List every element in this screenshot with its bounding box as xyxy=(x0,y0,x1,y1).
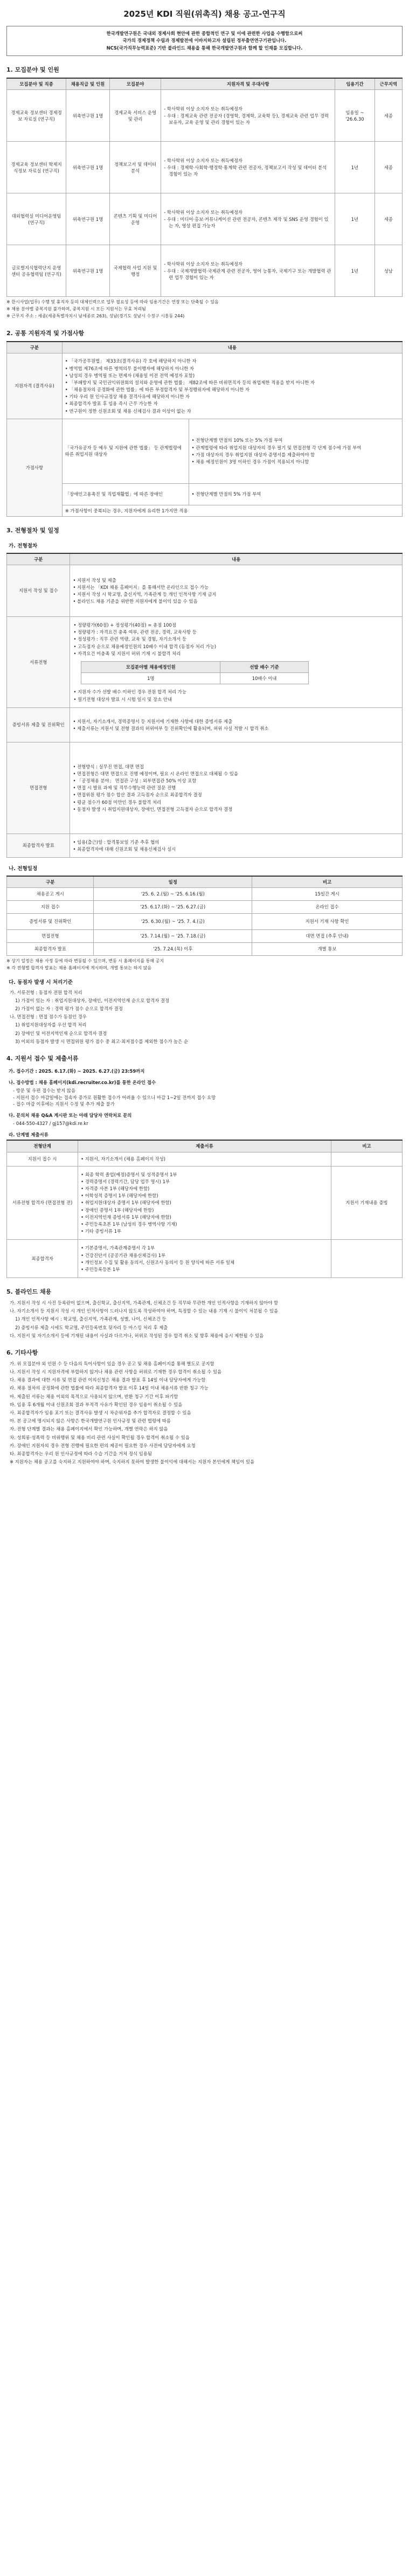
schedule-stage: 지원 접수 xyxy=(7,900,94,913)
list-item: • 지원자 수가 선발 배수 이하인 경우 전원 합격 처리 가능 xyxy=(73,689,399,695)
stage-cell: 서류전형 합격자 (면접전형 전) xyxy=(7,1166,78,1240)
list xyxy=(13,1087,403,1107)
table-row xyxy=(7,900,403,913)
list-item: • 이전지역인재 증빙서류 1부 (해당자에 한함) xyxy=(81,1214,328,1220)
list-item: • 건강진단서 (공공기관 채용신체검사) 1부 xyxy=(81,1252,328,1259)
note-text: ※ 상기 일정은 채용 사정 등에 따라 변동될 수 있으며, 변동 시 홈페이지를 통해 공지 xyxy=(6,958,164,963)
list-item: • 제출서류는 지원서 및 전형 결과의 허위여부 등 진위확인에 활용되며, 허위 사실 적발 시 합격 취소 xyxy=(73,725,399,732)
section-heading: 5. 블라인드 채용 xyxy=(6,1288,52,1296)
list-item: • 자격증 사본 1부 (해당자에 한함) xyxy=(81,1185,328,1192)
region-cell: 세종 xyxy=(375,142,402,193)
ratio-cell: 1명 xyxy=(81,673,220,684)
schedule-stage: 최종합격자 발표 xyxy=(7,942,94,955)
intro-line: 국가의 경제정책 수립과 경제발전에 이바지하고자 설립된 정부출연연구기관입니다. xyxy=(122,38,287,44)
rule-text: 가. 위 모집분야 외 인원 수 등 다음의 특이사항이 있을 경우 공고 및 채용 홈페이지를 통해 별도로 공지함 xyxy=(10,1360,214,1366)
list-item: • 최종 학력 졸업(예정)증명서 및 성적증명서 1부 xyxy=(81,1171,328,1178)
table-row xyxy=(7,483,403,505)
list-item: • 면접위원 평가 점수 합산 결과 고득점자 순으로 최종합격자 결정 xyxy=(73,791,399,798)
table-row xyxy=(7,887,403,900)
list-item: • 기본증명서, 가족관계증명서 각 1부 xyxy=(81,1245,328,1251)
list-item: • 전형단계별 만점의 10% 또는 5% 가점 부여 xyxy=(192,437,399,443)
list-item: • 「채용절차의 공정화에 관한 법률」에 따른 부정합격자 및 부정행위자에 해당하지 아니한 자 xyxy=(65,386,399,393)
grade-cell: 위촉연구원 1명 xyxy=(66,90,110,142)
row-label: 증빙서류 제출 및 진위확인 xyxy=(7,707,70,742)
list-item: • 기타 우리 원 인사규정상 채용 결격사유에 해당하지 아니한 자 xyxy=(65,393,399,400)
content-cell xyxy=(70,742,403,834)
schedule-note: 대면 면접 (추후 안내) xyxy=(252,929,403,942)
area-cell: 국제협력 사업 지원 및 행정 xyxy=(109,245,161,297)
schedule-date: '25. 6.17.(화) ~ '25. 6.27.(금) xyxy=(94,900,252,913)
field-cell: 대외협력실 미디어운영팀 (연구직) xyxy=(7,193,66,245)
page-title: 2025년 KDI 직원(위촉직) 채용 공고-연구직 xyxy=(123,9,286,19)
field-cell: 경제교육 정보센터 경제정보 자료실 (연구직) xyxy=(7,90,66,142)
schedule-date: '25. 6.30.(월) ~ '25. 7. 4.(금) xyxy=(94,913,252,929)
content-cell xyxy=(62,353,402,419)
field-cell: 글로벌지식협력단지 운영센터 공유협력팀 (연구직) xyxy=(7,245,66,297)
column-header: 내용 xyxy=(70,553,403,565)
subsection-heading: 다. 문의처 채용 Q&A 게시판 또는 아래 담당자 연락처로 문의 xyxy=(9,1112,132,1118)
list-item: • 블라인드 채용 기준을 위반한 지원자에게 불이익 있을 수 있음 xyxy=(73,598,399,605)
subsection-heading: 나. 접수방법 : 채용 홈페이지(kdi.recruiter.co.kr)를 통한 온라인 접수 xyxy=(9,1080,156,1086)
documents-table xyxy=(6,1140,403,1278)
rule-text: 나. 면접전형 : 면접 점수가 동점인 경우 xyxy=(10,1014,87,1020)
rule-text: ※ 지원자는 채용 공고를 숙지하고 지원하여야 하며, 숙지하지 못하여 발생한 불이익에 대해서는 지원자 본인에게 책임이 있음 xyxy=(10,1459,255,1465)
column-header: 모집분야 및 직종 xyxy=(7,78,66,90)
docs-cell xyxy=(78,1152,331,1166)
section-heading: 3. 전형절차 및 일정 xyxy=(6,527,59,534)
column-header: 구분 xyxy=(7,876,94,888)
schedule-note: 지원서 기재 사항 확인 xyxy=(252,913,403,929)
table-row xyxy=(7,142,403,193)
list-item: • 고득점자 순으로 채용예정인원의 10배수 이내 합격 (동점자 처리 가능) xyxy=(73,643,399,650)
table-row xyxy=(7,245,403,297)
row-label: 지원자격 (결격사유) xyxy=(7,353,63,419)
table-row xyxy=(7,419,403,483)
period-cell: 1년 xyxy=(335,193,375,245)
table-row xyxy=(7,193,403,245)
column-header: 모집분야별 채용예정인원 xyxy=(81,661,220,672)
area-cell: 정책보고서 및 데이터 분석 xyxy=(109,142,161,193)
quals-cell xyxy=(161,245,335,297)
list-item: - 학사학위 이상 소지자 또는 취득예정자 xyxy=(164,157,332,164)
column-header: 지원자격 및 우대사항 xyxy=(161,78,335,90)
list-item: - 우대 : 경제학·사회학·행정학·통계학 관련 전공자, 정책보고서 작성 및 데이터 분석 경험이 있는 자 xyxy=(164,164,332,177)
schedule-note: 온라인 접수 xyxy=(252,900,403,913)
list-item: • 채용 예정인원이 3명 이하인 경우 가점이 적용되지 아니함 xyxy=(192,459,399,465)
list-item: • 지원서는 「KDI 채용 홈페이지」를 통해서만 온라인으로 접수 가능 xyxy=(73,584,399,591)
docs-cell xyxy=(78,1240,331,1278)
table-row xyxy=(7,353,403,419)
rule-text: 라. 채용 절차의 공정화에 관한 법률에 따라 최종합격자 발표 이후 14일 이내 채용서류 반환 청구 가능 xyxy=(10,1385,209,1391)
table-row xyxy=(7,1240,403,1278)
subsection-heading: 나. 전형일정 xyxy=(9,865,38,872)
row-label: 지원서 작성 및 접수 xyxy=(7,565,70,617)
subsection-heading: 다. 동점자 발생 시 처리기준 xyxy=(9,979,73,985)
row-label: 면접전형 xyxy=(7,742,70,834)
column-header: 일정 xyxy=(94,876,252,888)
intro-line: 한국개발연구원은 국내외 경제사회 현안에 관한 종합적인 연구 및 이에 관련한 사업을 수행함으로써 xyxy=(106,30,303,36)
stage-cell: 지원서 접수 시 xyxy=(7,1152,78,1166)
region-cell: 성남 xyxy=(375,245,402,297)
quals-cell xyxy=(161,90,335,142)
docs-cell xyxy=(78,1166,331,1240)
table-row xyxy=(7,90,403,142)
list-item: • 경력증명서 (경력기간, 담당 업무 명시) 1부 xyxy=(81,1178,328,1185)
column-header: 구분 xyxy=(7,553,70,565)
misc-block xyxy=(6,1360,403,1465)
rule-text: 나. 자기소개서 등 지원서 작성 시 개인 인적사항이 드러나지 않도록 작성하여야 하며, 특정할 수 있는 내용 기재 시 불이익 처분될 수 있음 xyxy=(10,1308,279,1314)
column-header: 구분 xyxy=(7,342,63,353)
list-item: - 방문 및 우편 접수는 받지 않음 xyxy=(13,1087,403,1094)
ratio-cell: 10배수 이내 xyxy=(220,673,309,684)
schedule-date: '25. 7.14.(월) ~ '25. 7.18.(금) xyxy=(94,929,252,942)
list-item: • 취업지원대상자 증명서 1부 (해당자에 한함) xyxy=(81,1199,328,1206)
rule-text: 아. 본 공고에 명시되지 않은 사항은 한국개발연구원 인사규정 및 관련 법령에 따름 xyxy=(10,1418,171,1424)
rule-text: 나. 지원서 작성 시 지원자격에 부합하지 않거나 채용 관련 사항을 허위로 기재한 경우 합격이 취소될 수 있음 xyxy=(10,1369,222,1375)
rule-text: 2) 가점이 없는 자 : 경력 평가 점수 순으로 합격자 결정 xyxy=(15,1006,123,1012)
column-header: 전형단계 xyxy=(7,1140,78,1152)
content-cell xyxy=(70,617,403,708)
period-cell: 1년 xyxy=(335,245,375,297)
list-item: • 임용(출근)일 : 합격통보일 기준 추후 협의 xyxy=(73,839,399,845)
note-cell xyxy=(331,1240,402,1278)
schedule-date: '25. 7.24.(목) 이후 xyxy=(94,942,252,955)
section-heading: 1. 모집분야 및 인원 xyxy=(6,66,59,74)
table-row xyxy=(7,1166,403,1240)
list-item: • 관계법령에 따라 취업지원 대상자의 경우 필기 및 면접전형 각 단계 점수에 가점 부여 xyxy=(192,445,399,451)
content-cell xyxy=(70,834,403,857)
grade-cell: 위촉연구원 1명 xyxy=(66,193,110,245)
quals-cell xyxy=(161,142,335,193)
note-cell xyxy=(331,1152,402,1166)
area-cell: 경제교육 서비스 운영 및 관리 xyxy=(109,90,161,142)
period-cell: 임용일 ~ '26.6.30 xyxy=(335,90,375,142)
grade-cell: 위촉연구원 1명 xyxy=(66,245,110,297)
column-header: 선발 배수 기준 xyxy=(220,661,309,672)
column-header: 채용직급 및 인원 xyxy=(66,78,110,90)
table-row xyxy=(7,707,403,742)
list-item: - 학사학위 이상 소지자 또는 취득예정자 xyxy=(164,209,332,216)
list-item: - 학사학위 이상 소지자 또는 취득예정자 xyxy=(164,106,332,112)
table-row xyxy=(7,565,403,617)
content-cell xyxy=(70,707,403,742)
list-item: • 동점자 발생 시 취업지원대상자, 장애인, 면접전형 고득점자 순으로 합격자 결정 xyxy=(73,806,399,813)
sub-label: 「장애인고용촉진 및 직업재활법」에 따른 장애인 xyxy=(62,483,189,505)
table-row xyxy=(7,929,403,942)
list-item: • 자격요건 미충족 및 지원서 허위 기재 시 불합격 처리 xyxy=(73,650,399,657)
table-row xyxy=(7,617,403,708)
schedule-table xyxy=(6,876,403,956)
list-item: - 우대 : 미디어·홍보·커뮤니케이션 관련 전공자, 콘텐츠 제작 및 SNS 운영 경험이 있는 자, 영상 편집 가능자 xyxy=(164,216,332,229)
list-item: • 필기전형 대상자 발표 시 시험 일시 및 장소 안내 xyxy=(73,696,399,703)
stage-cell: 최종합격자 xyxy=(7,1240,78,1278)
list-item: • 주민등록등본 1부 xyxy=(81,1266,328,1273)
schedule-stage: 면접전형 xyxy=(7,929,94,942)
rule-text: 타. 최종합격자는 우리 원 인사규정에 따라 수습 기간을 거쳐 정식 임용됨 xyxy=(10,1450,152,1456)
list-item: • 개인정보 수집 및 활용 동의서, 신원조사 동의서 등 원 양식에 따른 서류 일체 xyxy=(81,1259,328,1266)
list-item: - 우대 : 경제교육 관련 전공자 (경영학, 경제학, 교육학 등), 경제교육 관련 업무 경력 보유자, 교육 운영 및 관리 경험이 있는 자 xyxy=(164,113,332,126)
list-item: • 전형단계별 만점의 5% 가점 부여 xyxy=(192,491,399,497)
table-row xyxy=(7,1152,403,1166)
list-item: • 가점 대상자의 경우 취업지원 대상자 증명서를 제출하여야 함 xyxy=(192,452,399,458)
column-header: 내용 xyxy=(62,342,402,353)
list-item: • 남성의 경우 병역필 또는 면제자 (채용일 이전 전역 예정자 포함) xyxy=(65,372,399,379)
rule-text: 마. 제출된 서류는 채용 이외의 목적으로 사용되지 않으며, 반환 청구 기간 이후 파기함 xyxy=(10,1393,178,1399)
blind-recruitment-block xyxy=(6,1300,403,1339)
section-heading: 4. 지원서 접수 및 제출서류 xyxy=(6,1055,79,1063)
rule-text: 2) 증빙서류 제출 시에도 학교명, 주민등록번호 뒷자리 등 마스킹 처리 후 제출 xyxy=(15,1324,168,1330)
content-cell xyxy=(189,483,402,505)
process-table xyxy=(6,553,403,858)
rule-text: 2) 장애인 및 이전지역인재 순으로 합격자 결정 xyxy=(15,1030,107,1036)
column-header: 근무지역 xyxy=(375,78,402,90)
notes-block xyxy=(6,299,403,320)
list-item: • 평균 점수가 60점 미만인 경우 불합격 처리 xyxy=(73,799,399,806)
grade-cell: 위촉연구원 1명 xyxy=(66,142,110,193)
note-text: ※ 채용 분야별 중복지원 불가하며, 중복지원 시 모든 지원서는 무효 처리됨 xyxy=(6,307,146,312)
subsection-heading: 가. 접수기간 : 2025. 6.17.(화) ~ 2025. 6.27.(금) 23:59까지 xyxy=(9,1068,145,1074)
list-item: - 우대 : 국제개발협력·국제관계 관련 전공자, 영어 능통자, 국제기구 또는 개발협력 관련 업무 경험이 있는 자 xyxy=(164,268,332,281)
table-row xyxy=(7,913,403,929)
rule-text: 1) 가점이 있는 자 : 취업지원대상자, 장애인, 이전지역인재 순으로 합격자 결정 xyxy=(15,997,170,1003)
list-item: - 지원서 접수 마감일에는 접속자 증가로 원활한 접수가 어려울 수 있으니 마감 1~2일 전까지 접수 요망 xyxy=(13,1094,403,1101)
list-item: • 최종합격자에 대해 신원조회 및 채용신체검사 실시 xyxy=(73,846,399,852)
rule-text: 사. 최종합격자가 임용 포기 또는 결격사유 발생 시 차순위자를 추가 합격자로 결정할 수 있음 xyxy=(10,1410,191,1416)
rule-text: 다. 채용 결과에 대한 서류 및 면접 관련 이의신청은 채용 결과 발표 후 14일 이내 담당자에게 가능함 xyxy=(10,1377,206,1383)
field-cell: 경제교육 정보센터 학제지식정보 자료실 (연구직) xyxy=(7,142,66,193)
list-item: • 지원서 작성 시 학교명, 출신지역, 가족관계 등 개인 인적사항 기재 금지 xyxy=(73,591,399,598)
list-item: • 기타 증빙서류 1부 xyxy=(81,1228,328,1234)
list-item: • 정성평가 : 직무 관련 역량, 교육 및 경험, 자기소개서 등 xyxy=(73,636,399,642)
content-cell xyxy=(189,419,402,483)
note-text: ※ 각 전형별 합격자 발표는 채용 홈페이지에 게시하며, 개별 통보는 하지 않음 xyxy=(6,965,152,970)
row-label: 가점사항 xyxy=(7,419,63,516)
rule-text: 다. 지원서 및 자기소개서 등에 기재된 내용이 사실과 다르거나, 허위로 작성된 경우 합격 취소 및 향후 채용에 응시 제한될 수 있음 xyxy=(10,1332,264,1338)
table-row xyxy=(7,742,403,834)
schedule-date: '25. 6. 2.(월) ~ '25. 6.16.(월) xyxy=(94,887,252,900)
row-label: 서류전형 xyxy=(7,617,70,708)
region-cell: 세종 xyxy=(375,90,402,142)
note-text: ※ 한시사업(업무) 수행 및 휴직자 등의 대체인력으로 업무 필요성 등에 따라 임용기간은 연장 또는 단축될 수 있음 xyxy=(6,300,219,305)
list-item: • 주민등록초본 1부 (남성의 경우 병역사항 기재) xyxy=(81,1221,328,1227)
quals-cell xyxy=(161,193,335,245)
column-header: 비고 xyxy=(331,1140,402,1152)
note-cell: 지원서 기재내용 증빙 xyxy=(331,1166,402,1240)
column-header: 임용기간 xyxy=(335,78,375,90)
content-cell xyxy=(70,565,403,617)
column-header: 모집분야 xyxy=(109,78,161,90)
subsection-heading: 라. 단계별 제출서류 xyxy=(9,1132,48,1138)
row-label: 최종합격자 발표 xyxy=(7,834,70,857)
list-item: - 학사학위 이상 소지자 또는 취득예정자 xyxy=(164,261,332,267)
column-header: 제출서류 xyxy=(78,1140,331,1152)
intro-line: NCS(국가직무능력표준) 기반 블라인드 채용을 통해 한국개발연구원과 함께 할 인재를 모집합니다. xyxy=(106,45,303,51)
subsection-heading: 가. 전형절차 xyxy=(9,543,38,549)
list-item: • 면접전형은 대면 면접으로 진행 예정이며, 필요 시 온라인 면접으로 대체될 수 있음 xyxy=(73,770,399,777)
intro-box xyxy=(6,26,403,56)
footnote-cell: ※ 가점사항이 중복되는 경우, 지원자에게 유리한 1가지만 적용 xyxy=(62,505,402,516)
tie-rules xyxy=(6,989,403,1045)
column-header: 비고 xyxy=(252,876,403,888)
section-heading: 6. 기타사항 xyxy=(6,1349,38,1356)
list-item: • 어학성적 증명서 1부 (해당자에 한함) xyxy=(81,1192,328,1199)
list-item: • 지원서, 자기소개서 (채용 홈페이지 작성) xyxy=(81,1156,328,1162)
list-item: • 지원서, 자기소개서, 경력증명서 등 지원서에 기재한 사항에 대한 증빙서류 제출 xyxy=(73,718,399,725)
period-cell: 1년 xyxy=(335,142,375,193)
rule-text: 차. 성희롱·성폭력 등 비위행위 및 채용 비리 관련 사실이 확인될 경우 합격이 취소될 수 있음 xyxy=(10,1434,190,1440)
sub-label: 「국가유공자 등 예우 및 지원에 관한 법률」 등 관계법령에 따른 취업지원 대상자 xyxy=(62,419,189,483)
table-row xyxy=(7,834,403,857)
contact-info: - 044-550-4327 / gj157@kdi.re.kr xyxy=(13,1120,403,1127)
schedule-note: 개별 통보 xyxy=(252,942,403,955)
rule-text: 카. 장애인 지원자의 경우 전형 진행에 필요한 편의 제공이 필요한 경우 사전에 담당자에게 요청 xyxy=(10,1442,196,1448)
table-row xyxy=(7,505,403,516)
list-item: • 최종합격자 발표 후 임용 즉시 근무 가능한 자 xyxy=(65,400,399,407)
recruitment-table xyxy=(6,78,403,297)
note-text: ※ 근무지 주소 : 세종(세종특별자치시 남세종로 263), 성남(경기도 성남시 수정구 시흥동 244) xyxy=(6,314,185,319)
rule-text: 가. 지원서 작성 시 사진 등록란이 없으며, 출신학교, 출신지역, 가족관계, 신체조건 등 직무와 무관한 개인 인적사항을 기재하지 않아야 함 xyxy=(10,1300,279,1306)
list-item: • 「국가공무원법」 제33조(결격사유) 각 호에 해당하지 아니한 자 xyxy=(65,358,399,364)
schedule-note: 15일간 게시 xyxy=(252,887,403,900)
rule-text: 3) 이외의 동점자 발생 시 면접위원 평가 점수 중 최고·최저점수를 제외한 점수가 높은 순 xyxy=(15,1038,188,1044)
list-item: - 접수 마감 이후에는 지원서 수정 및 추가 제출 불가 xyxy=(13,1101,403,1107)
notes-block xyxy=(6,958,403,971)
rule-text: 1) 개인 인적사항 예시 : 학교명, 출신지역, 가족관계, 성별, 나이, 신체조건 등 xyxy=(15,1316,167,1322)
list-item: • 병역법 제76조에 따른 병역의무 불이행자에 해당하지 아니한 자 xyxy=(65,365,399,372)
qualification-table xyxy=(6,341,403,517)
list xyxy=(13,1120,403,1127)
area-cell: 콘텐츠 기획 및 미디어 운영 xyxy=(109,193,161,245)
list-item: • 정량평가(60점) + 정성평가(40점) = 총점 100점 xyxy=(73,622,399,628)
list-item: • 「부패방지 및 국민권익위원회의 설치와 운영에 관한 법률」 제82조에 따른 비위면직자 등의 취업제한 적용을 받지 아니한 자 xyxy=(65,379,399,386)
list-item: • 면접 시 발표 과제 및 직무수행능력 관련 질문 진행 xyxy=(73,784,399,791)
list-item: • 「공정채용 분야」 면접관 구성 : 외부면접관 50% 이상 포함 xyxy=(73,777,399,784)
list-item: • 장애인 증명서 1부 (해당자에 한함) xyxy=(81,1207,328,1213)
rule-text: 1) 취업지원대상자를 우선 합격 처리 xyxy=(15,1022,87,1028)
list-item: • 지원서 작성 및 제출 xyxy=(73,577,399,584)
rule-text: 바. 임용 후 6개월 이내 신원조회 결과 부적격 사유가 확인된 경우 임용이 취소될 수 있음 xyxy=(10,1401,183,1407)
list-item: • 전형방식 : 실무진 면접, 대면 면접 xyxy=(73,763,399,770)
ratio-table xyxy=(81,661,308,684)
list-item: • 정량평가 : 자격요건 충족 여부, 관련 전공, 경력, 교육사항 등 xyxy=(73,629,399,635)
section-heading: 2. 공통 지원자격 및 가점사항 xyxy=(6,330,85,337)
schedule-stage: 채용공고 게시 xyxy=(7,887,94,900)
table-row xyxy=(7,942,403,955)
schedule-stage: 증빙서류 및 진위확인 xyxy=(7,913,94,929)
list-item: • 연구원이 정한 신원조회 및 채용 신체검사 결과 이상이 없는 자 xyxy=(65,408,399,414)
region-cell: 세종 xyxy=(375,193,402,245)
rule-text: 가. 서류전형 : 동점자 전원 합격 처리 xyxy=(10,989,82,995)
rule-text: 자. 전형 단계별 결과는 채용 홈페이지에서 확인 가능하며, 개별 연락은 하지 않음 xyxy=(10,1426,168,1432)
